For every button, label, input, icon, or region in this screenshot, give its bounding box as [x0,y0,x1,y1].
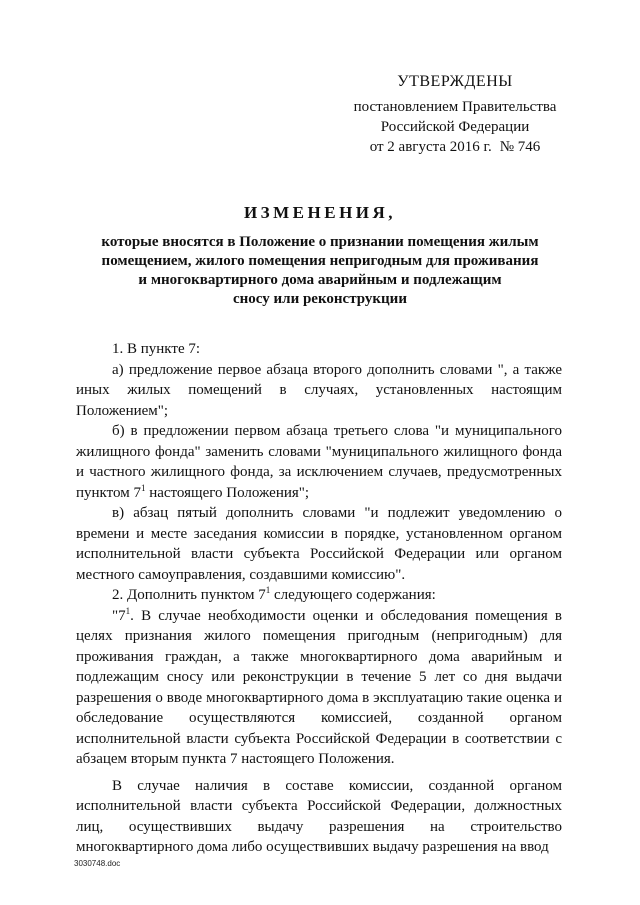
subtitle-line: которые вносятся в Положение о признании помещения жилым [101,234,539,250]
superscript: 1 [265,585,271,595]
document-title: ИЗМЕНЕНИЯ, [243,203,397,222]
paragraph-2 [76,585,562,606]
approval-line-2: Российской Федерации [380,119,530,135]
approval-line-1: постановлением Правительства [353,99,557,115]
paragraph-text: . В случае необходимости оценки и обследования помещения в целях признания жилого помещения пригодным (непригодным) для проживания граждан, а также многоквартирного дома аварийным и подлежащим сносу или реконструкции в течение 5 лет со дня выдачи разрешения о вводе многоквартирного дома в эксплуатацию такие оценка и обследование осуществляются комиссией, созданной органом исполнительной власти субъекта Российской Федерации в соответствии с абзацем вторым пункта 7 настоящего Положения. [76,607,562,767]
document-body [76,339,562,858]
approval-heading: УТВЕРЖДЕНЫ [397,73,513,90]
document-subtitle [80,233,560,309]
approval-stamp [330,72,580,157]
file-name-footer: 3030748.doc [74,859,121,868]
paragraph-1c: в) абзац пятый дополнить словами "и подлежит уведомлению о времени и месте заседания комиссии в порядке, установленном органом исполнительной власти субъекта Российской Федерации или органом местного самоуправления, создавшими комиссию". [76,505,562,583]
paragraph-text: следующего содержания: [270,587,436,603]
paragraph-text: настоящего Положения"; [145,484,310,501]
subtitle-line: и многоквартирного дома аварийным и подлежащим [138,272,502,288]
superscript: 1 [140,482,146,493]
approval-line-3 [330,137,580,157]
paragraph-1: 1. В пункте 7: [112,341,201,357]
approval-date: от 2 августа 2016 г. [369,139,492,155]
paragraph-text: "7 [112,607,126,624]
subtitle-line: помещением, жилого помещения непригодным для проживания [101,253,539,269]
paragraph-7-1 [76,606,562,770]
approval-number: № 746 [499,139,541,155]
superscript: 1 [125,605,131,616]
subtitle-line: сносу или реконструкции [233,291,407,307]
paragraph-text: 2. Дополнить пунктом 7 [112,587,266,603]
paragraph-1a: а) предложение первое абзаца второго дополнить словами ", а также иных жилых помещений в случаях, установленных настоящим Положением"; [76,361,562,419]
paragraph-text: б) в предложении первом абзаца третьего слова "и муниципального жилищного фонда" заменить словами "муниципального жилищного фонда и частного жилищного фонда, за исключением случаев, предусмотренных пунктом 7 [76,423,562,501]
paragraph-1b [76,421,562,503]
paragraph-7-1-second: В случае наличия в составе комиссии, созданной органом исполнительной власти субъекта Российской Федерации, должностных лиц, осуществивших выдачу разрешения на строительство многоквартирного дома либо осуществивших выдачу разрешения на ввод [76,777,562,855]
